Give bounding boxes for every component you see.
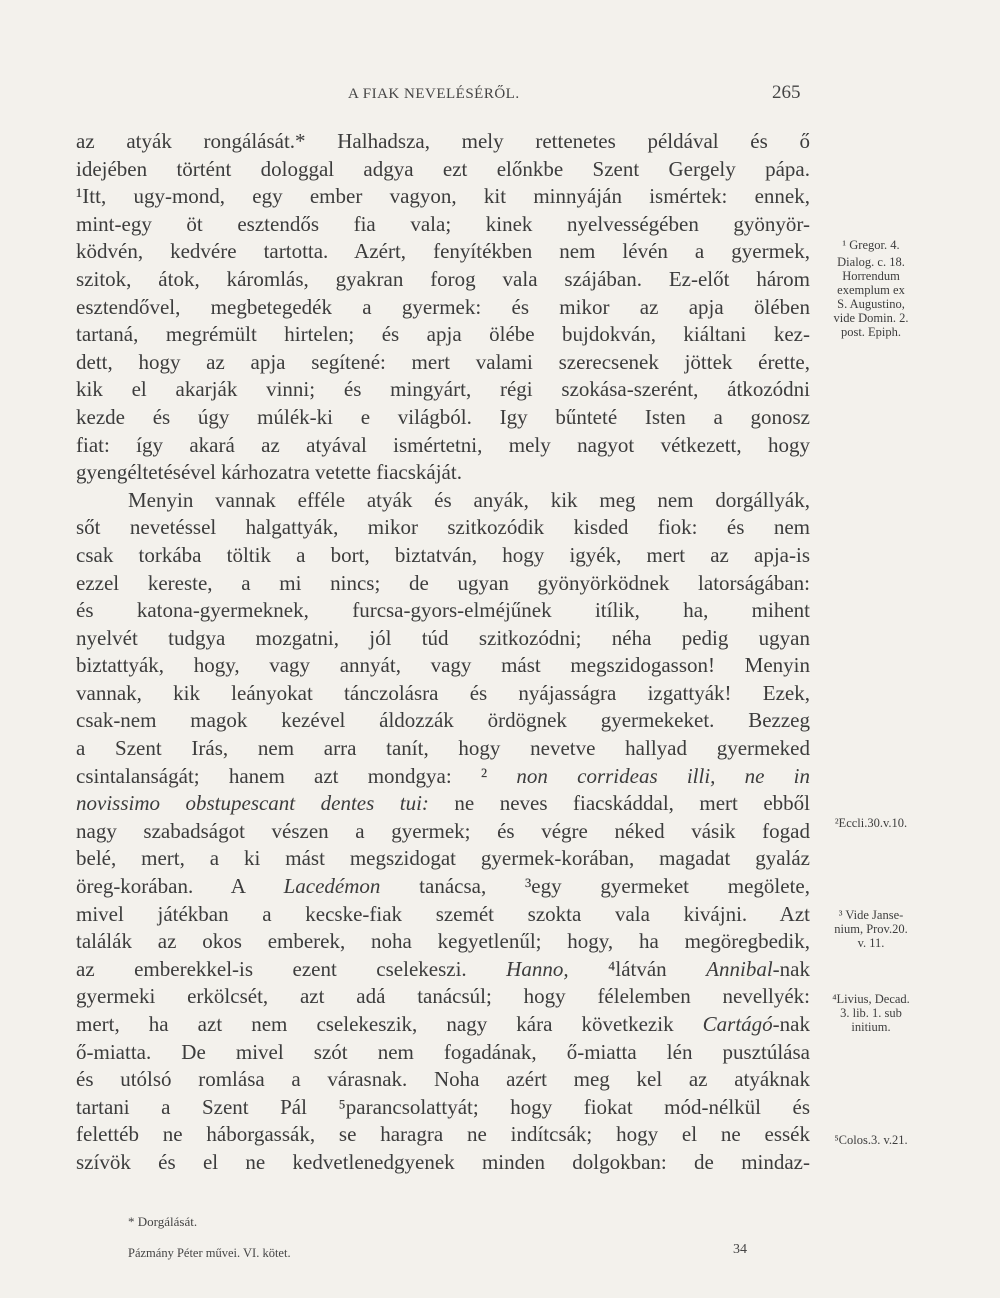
margin-note-line: post. Epiph. (840, 325, 902, 339)
text-line: gyengéltetésével kárhozatra vetette fiacskáját. (76, 460, 462, 485)
text-line: novissimo obstupescant dentes tui: ne neves fiacskáddal, mert ebből (76, 791, 811, 816)
text-line: gyermeki erkölcsét, azt adá tanácsúl; hogy félelemben nevellyék: (76, 984, 810, 1009)
text-line: és utólsó romlása a várasnak. Noha azért meg kel az atyáknak (76, 1067, 810, 1092)
text-line: kezde és úgy múlék-ki e világból. Igy bűnteté Isten a gonosz (76, 404, 810, 429)
text-line: kik el akarják vinni; és mingyárt, régi szokása-szerént, átkozódni (76, 377, 810, 402)
footer-publication: Pázmány Péter művei. VI. kötet. (128, 1246, 291, 1260)
text-line: szívök és el ne kedvetlenedgyenek minden dolgokban: de mindaz- (76, 1149, 810, 1174)
margin-note (816, 1133, 926, 1147)
text-line: esztendővel, megbetegedék a gyermek: és mikor az apja ölében (76, 294, 810, 319)
margin-note (816, 816, 926, 830)
text-line: tartani a Szent Pál ⁵parancsolattyát; hogy fiokat mód-nélkül és (76, 1094, 810, 1119)
margin-note-line: ²Eccli.30.v.10. (834, 816, 908, 830)
text-line: csintalanságát; hanem azt mondgya: ² non corrideas illi, ne in (76, 763, 810, 788)
text-line: az atyák rongálását.* Halhadsza, mely rettenetes példával és ő (76, 129, 810, 153)
text-line: idejében történt dologgal adgya ezt előnkbe Szent Gergely pápa. (76, 156, 810, 181)
margin-note-line: exemplum ex (837, 283, 905, 297)
footnote: * Dorgálását. (128, 1214, 198, 1229)
text-line: dett, hogy az apja segítené: mert valami szerecsenek jöttek érette, (76, 349, 810, 374)
text-line: mivel játékban a kecske-fiak szemét szokta vala kivájni. Azt (76, 901, 810, 926)
text-line: nyelvét tudgya mozgatni, jól túd szitkozódni; néha pedig ugyan (76, 625, 810, 650)
margin-note-line: ⁵Colos.3. v.21. (834, 1133, 908, 1147)
text-line: csak-nem magok kezével áldozzák ördögnek gyermekeket. Bezzeg (76, 708, 810, 733)
text-line: és katona-gyermeknek, furcsa-gyors-elméjűnek itílik, ha, mihent (76, 598, 810, 623)
margin-note (816, 992, 926, 1034)
margin-note-line: ⁴Livius, Decad. (832, 992, 910, 1006)
margin-note-line: initium. (851, 1020, 891, 1034)
margin-note-line: ¹ Gregor. 4. (842, 238, 900, 252)
margin-note-line: nium, Prov.20. (834, 922, 908, 936)
text-line: öreg-korában. A Lacedémon tanácsa, ³egy gyermeket megölete, (76, 874, 810, 899)
text-line: mint-egy öt esztendős fia vala; kinek nyelvességében gyönyör- (76, 211, 810, 236)
margin-note-line: S. Augustino, (837, 297, 905, 311)
text-line: Menyin vannak efféle atyák és anyák, kik meg nem dorgállyák, (128, 487, 810, 512)
margin-note (816, 238, 926, 252)
text-line: az emberekkel-is ezent cselekeszi. Hanno, ⁴látván Annibal-nak (76, 956, 810, 981)
footer-signature-number: 34 (733, 1242, 747, 1257)
text-line: ködvén, kedvére tartotta. Azért, fenyítékben nem lévén a gyermek, (76, 239, 810, 264)
text-line: ezzel kereste, a mi nincs; de ugyan gyönyörködnek latorságában: (76, 570, 810, 595)
text-line: ¹Itt, ugy-mond, egy ember vagyon, kit minnyáján ismértek: ennek, (76, 184, 810, 209)
text-line: felettéb ne háborgassák, se haragra ne indítcsák; hogy el ne essék (76, 1122, 810, 1147)
text-line: nagy szabadságot vészen a gyermek; és végre néked vásik fogad (76, 818, 810, 843)
margin-note (816, 908, 926, 950)
page-number: 265 (772, 82, 801, 103)
margin-note-line: Horrendum (842, 269, 900, 283)
margin-note-line: 3. lib. 1. sub (840, 1006, 902, 1020)
running-head (0, 82, 1000, 110)
margin-note-line: vide Domin. 2. (833, 311, 909, 325)
text-line: tartaná, megrémült hirtelen; és apja ölébe bujdokván, kiáltani kez- (76, 322, 810, 347)
text-line: ő-miatta. De mivel szót nem fogadának, ő-miatta lén pusztúlása (76, 1039, 810, 1064)
running-title: A FIAK NEVELÉSÉRŐL. (348, 86, 520, 102)
text-line: fiat: így akará az atyával ismértetni, mely nagyot vétkezett, hogy (76, 432, 810, 457)
text-line: sőt nevetéssel halgattyák, mikor szitkozódik kisded fiok: és nem (76, 515, 810, 540)
text-line: biztattyák, hogy, vagy annyát, vagy mást megszidogasson! Menyin (76, 653, 810, 678)
body-text (76, 128, 810, 1177)
margin-note-line: Dialog. c. 18. (837, 255, 905, 269)
text-line: szitok, átok, káromlás, gyakran forog vala szájában. Ez-előt három (76, 266, 810, 291)
text-line: vannak, kik leányokat tánczolásra és nyájasságra izgattyák! Ezek, (76, 680, 810, 705)
margin-note-line: ³ Vide Janse- (838, 908, 904, 922)
margin-note (816, 255, 926, 339)
text-line: belé, mert, a ki mást megszidogat gyermek-korában, magadat gyaláz (76, 846, 810, 871)
margin-note-line: v. 11. (857, 936, 885, 950)
text-line: a Szent Irás, nem arra tanít, hogy nevetve hallyad gyermeked (76, 736, 810, 761)
text-line: találák az okos emberek, noha kegyetlenűl; hogy, ha megöregbedik, (76, 929, 810, 954)
text-line: csak torkába töltik a bort, biztatván, hogy igyék, mert az apja-is (76, 542, 810, 567)
text-line: mert, ha azt nem cselekeszik, nagy kára következik Cartágó-nak (76, 1012, 810, 1036)
